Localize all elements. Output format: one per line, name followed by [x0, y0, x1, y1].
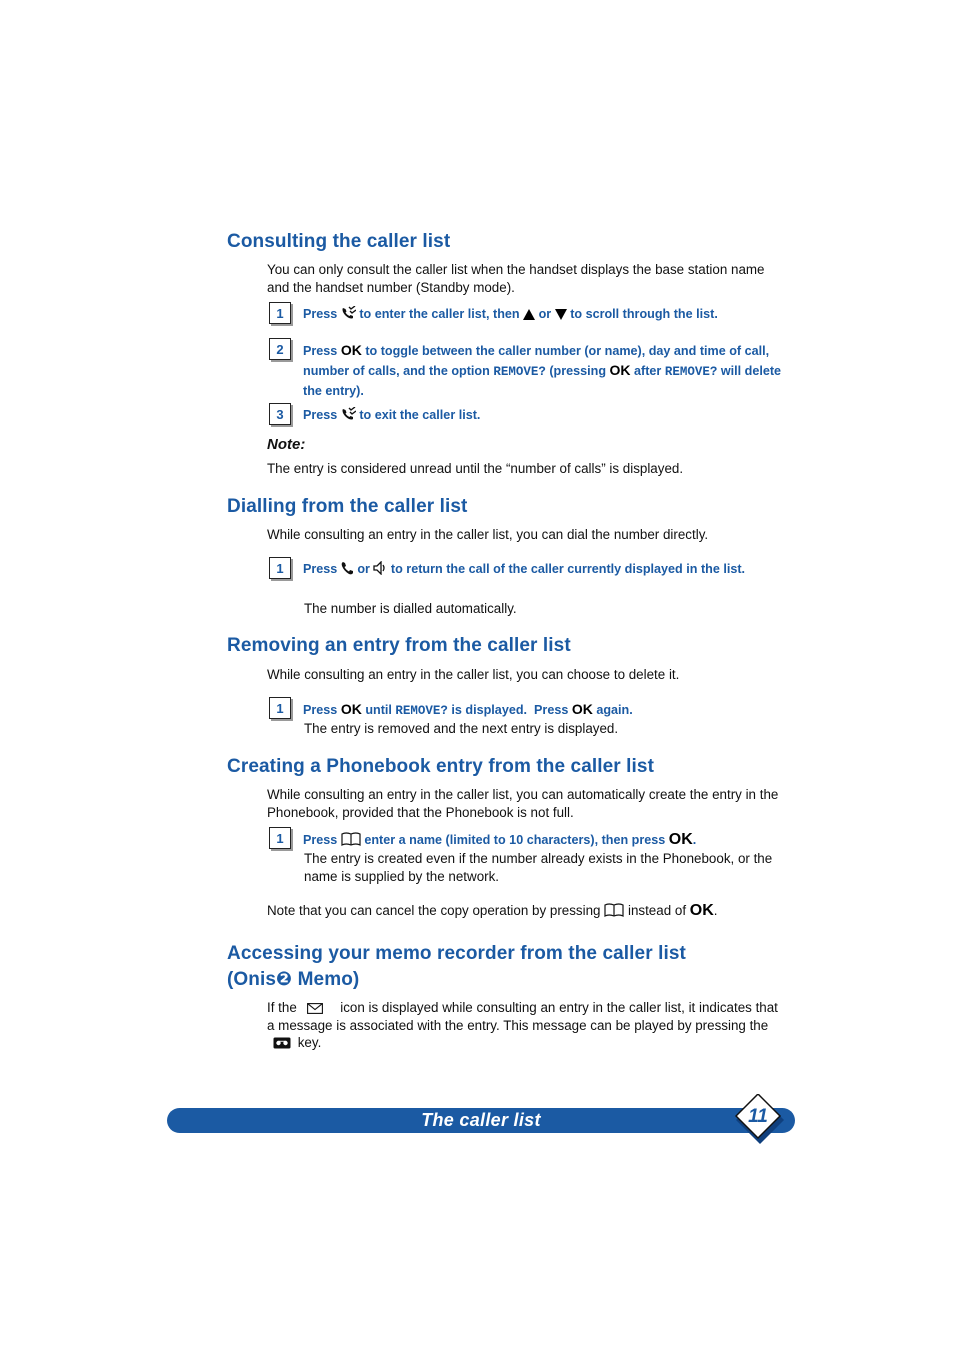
instruction-text: (pressing: [549, 364, 607, 378]
phone-icon: [341, 561, 354, 575]
up-arrow-icon: [523, 309, 535, 320]
instruction-text: to scroll through the list.: [570, 307, 718, 321]
ok-key: OK: [340, 701, 362, 717]
creating-result: The entry is created even if the number already exists in the Phonebook, or the name is supplied by the network.: [304, 851, 773, 884]
caller-list-icon: [341, 407, 356, 421]
display-text: REMOVE?: [493, 365, 546, 379]
step-number: 2: [269, 338, 291, 360]
step-number: 1: [269, 302, 291, 324]
ok-key: OK: [689, 902, 714, 919]
down-arrow-icon: [555, 309, 567, 320]
memo-text-c: key.: [297, 1035, 322, 1051]
note-label: Note:: [267, 436, 306, 453]
step-number: 1: [269, 697, 291, 719]
dialling-intro: While consulting an entry in the caller list, you can dial the number directly.: [267, 527, 709, 542]
cancel-text: instead of: [627, 903, 687, 918]
tape-key-icon: [273, 1037, 291, 1049]
press-label: Press: [303, 703, 338, 717]
creating-intro: While consulting an entry in the caller list, you can automatically create the entry in the Phonebook, provided that the Phonebook is not full.: [267, 787, 779, 820]
dialling-step1: [303, 560, 791, 579]
section-title-dialling: Dialling from the caller list: [227, 496, 468, 517]
instruction-text: to return the call of the caller currently displayed in the list.: [390, 562, 746, 576]
consulting-step1: [303, 305, 791, 324]
removing-result: The entry is removed and the next entry is displayed.: [304, 721, 619, 736]
dialling-result: The number is dialled automatically.: [304, 601, 517, 616]
section-title-memo: Accessing your memo recorder from the caller list: [227, 943, 686, 964]
section-title-removing: Removing an entry from the caller list: [227, 635, 571, 656]
speaker-icon: [373, 561, 387, 575]
creating-step1: [303, 830, 791, 850]
instruction-text: to enter the caller list, then: [359, 307, 520, 321]
instruction-text: to toggle between the caller number (or name), day and time of call, number of calls, and the option: [303, 344, 770, 378]
display-text: REMOVE?: [664, 365, 718, 379]
instruction-text: enter a name (limited to 10 characters), then press: [364, 833, 666, 847]
ok-key: OK: [340, 342, 362, 358]
section-title-memo-line2: (Onis❷ Memo): [227, 969, 360, 990]
ok-key: OK: [571, 701, 593, 717]
chapter-title: The caller list: [421, 1110, 541, 1130]
or-label: or: [538, 307, 552, 321]
consulting-step2: [303, 341, 791, 401]
phonebook-icon: [604, 903, 624, 917]
step-number: 3: [269, 403, 291, 425]
punctuation: .: [713, 903, 718, 918]
punctuation: .: [692, 833, 697, 847]
press-label: Press: [534, 703, 569, 717]
press-label: Press: [303, 307, 338, 321]
creating-cancel-note: [267, 902, 807, 920]
press-label: Press: [303, 408, 338, 422]
phonebook-icon: [341, 832, 361, 846]
press-label: Press: [303, 344, 338, 358]
instruction-text: will delete the entry).: [303, 364, 782, 398]
step-number: 1: [269, 557, 291, 579]
caller-list-icon: [341, 306, 356, 320]
ok-key: OK: [609, 362, 631, 378]
cancel-text: Note that you can cancel the copy operation by pressing: [267, 903, 601, 918]
page-number: 11: [748, 1106, 768, 1127]
press-label: Press: [303, 833, 338, 847]
instruction-text: to exit the caller list.: [359, 408, 481, 422]
consulting-step3: [303, 406, 791, 425]
press-label: Press: [303, 562, 338, 576]
memo-text: [267, 999, 787, 1052]
envelope-icon: [307, 1003, 323, 1014]
memo-text-a: If the: [267, 1000, 297, 1015]
step-number: 1: [269, 827, 291, 849]
instruction-text: after: [634, 364, 662, 378]
section-title-consulting: Consulting the caller list: [227, 231, 451, 252]
instruction-text: again.: [596, 703, 633, 717]
footer-banner: [167, 1108, 795, 1133]
removing-intro: While consulting an entry in the caller list, you can choose to delete it.: [267, 667, 680, 682]
ok-key: OK: [668, 831, 693, 848]
display-text: REMOVE?: [395, 704, 448, 718]
instruction-text: is displayed.: [451, 703, 528, 717]
or-label: or: [357, 562, 370, 576]
memo-text-b: icon is displayed while consulting an entry in the caller list, it indicates that a message is associated with the entry. This message can be played by pressing the: [267, 1000, 778, 1033]
instruction-text: until: [365, 703, 392, 717]
removing-step1: [303, 700, 791, 721]
section-title-creating: Creating a Phonebook entry from the caller list: [227, 756, 655, 777]
consulting-intro: You can only consult the caller list when the handset displays the base station name and the handset number (Standby mode).: [267, 262, 765, 295]
note-text: The entry is considered unread until the “number of calls” is displayed.: [267, 461, 684, 476]
